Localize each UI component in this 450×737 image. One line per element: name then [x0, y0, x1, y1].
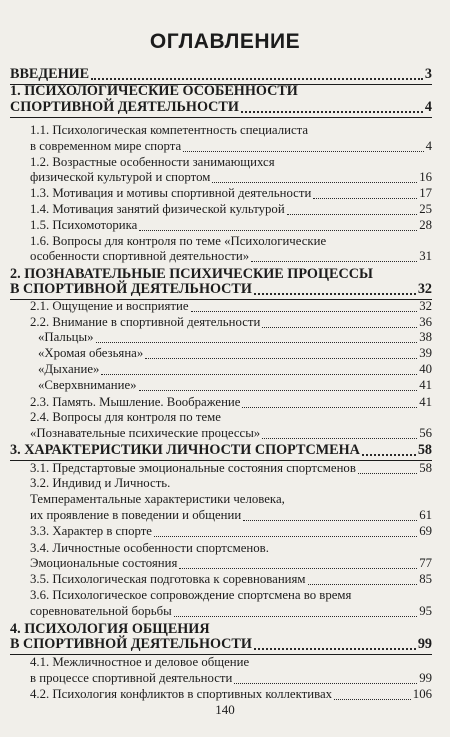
toc-entry-text: 3.4. Личностные особенности спортсменов.	[30, 541, 269, 555]
toc-entry-text: Темпераментальные характеристики человека,	[30, 492, 285, 506]
dot-leader	[179, 568, 417, 569]
toc-entry-text: «Сверхвнимание»	[38, 378, 137, 392]
toc-entry-text: «Познавательные психические процессы»	[30, 426, 261, 440]
toc-page-number: 25	[419, 202, 432, 216]
toc-entry-text: «Дыхание»	[38, 362, 100, 376]
toc-entry-text: соревновательной борьбы	[30, 604, 172, 618]
section-underline	[10, 117, 432, 118]
toc-entry-text: особенности спортивной деятельности»	[30, 249, 250, 263]
toc-entry-text: их проявление в поведении и общении	[30, 508, 242, 522]
toc-page-number: 41	[419, 395, 432, 409]
toc-entry-text: 3.2. Индивид и Личность.	[30, 476, 171, 490]
dot-leader	[254, 293, 416, 295]
dot-leader	[313, 198, 417, 199]
toc-entry-text: СПОРТИВНОЙ ДЕЯТЕЛЬНОСТИ	[10, 99, 239, 115]
toc-entry-text: 1.6. Вопросы для контроля по теме «Психологические	[30, 234, 327, 248]
toc-entry-text: 3.5. Психологическая подготовка к соревнованиям	[30, 572, 306, 586]
toc-entry-text: Эмоциональные состояния	[30, 556, 178, 570]
toc-entry-text: 2.3. Память. Мышление. Воображение	[30, 395, 241, 409]
toc-page-number: 41	[419, 378, 432, 392]
toc-page-number: 28	[419, 218, 432, 232]
toc-entry-text: в современном мире спорта	[30, 139, 182, 153]
dot-leader	[183, 151, 423, 152]
toc-entry-text: 1. ПСИХОЛОГИЧЕСКИЕ ОСОБЕННОСТИ	[10, 83, 298, 99]
dot-leader	[362, 454, 416, 456]
toc-page-number: 85	[419, 572, 432, 586]
toc-entry-text: 1.2. Возрастные особенности занимающихся	[30, 155, 275, 169]
toc-entry-text: ВВЕДЕНИЕ	[10, 66, 90, 82]
toc-page-number: 99	[417, 636, 432, 652]
dot-leader	[262, 438, 417, 439]
toc-entry-text: 2.1. Ощущение и восприятие	[30, 299, 189, 313]
toc-page-number: 77	[419, 556, 432, 570]
toc-page-number: 40	[419, 362, 432, 376]
toc-entry-text: 1.5. Психомоторика	[30, 218, 138, 232]
toc-page-number: 106	[412, 687, 432, 701]
dot-leader	[139, 390, 418, 391]
toc-page-number: 58	[417, 442, 432, 458]
dot-leader	[174, 616, 417, 617]
toc-page-number: 36	[419, 315, 432, 329]
dot-leader	[334, 699, 411, 700]
toc-page-number: 16	[419, 170, 432, 184]
dot-leader	[254, 648, 416, 650]
page-number: 140	[215, 702, 235, 717]
toc-entry-text: 2.2. Внимание в спортивной деятельности	[30, 315, 261, 329]
toc-entry-text: «Хромая обезьяна»	[38, 346, 144, 360]
toc-page-number: 39	[419, 346, 432, 360]
dot-leader	[154, 536, 417, 537]
toc-entry-text: В СПОРТИВНОЙ ДЕЯТЕЛЬНОСТИ	[10, 636, 252, 652]
toc-page-number: 58	[419, 461, 432, 475]
toc-page-number: 4	[425, 139, 432, 153]
dot-leader	[96, 342, 418, 343]
toc-entry-text: в процессе спортивной деятельности	[30, 671, 233, 685]
dot-leader	[91, 78, 423, 80]
dot-leader	[308, 584, 418, 585]
dot-leader	[212, 182, 417, 183]
toc-entry-text: 1.3. Мотивация и мотивы спортивной деятельности	[30, 186, 312, 200]
dot-leader	[241, 111, 423, 113]
toc-page-number: 95	[419, 604, 432, 618]
dot-leader	[287, 214, 418, 215]
toc-entry-text: 1.4. Мотивация занятий физической культурой	[30, 202, 285, 216]
toc-entry-text: 4. ПСИХОЛОГИЯ ОБЩЕНИЯ	[10, 621, 210, 637]
dot-leader	[139, 230, 417, 231]
toc-page-number: 61	[419, 508, 432, 522]
toc-entry-text: 3.1. Предстартовые эмоциональные состояния спортсменов	[30, 461, 356, 475]
toc-entry-text: 4.1. Межличностное и деловое общение	[30, 655, 250, 669]
dot-leader	[243, 520, 417, 521]
toc-entry-text: 3.3. Характер в спорте	[30, 524, 152, 538]
toc-page-number: 32	[417, 281, 432, 297]
toc-entry-text: «Пальцы»	[38, 330, 94, 344]
toc-entry-text: 4.2. Психология конфликтов в спортивных коллективах	[30, 687, 333, 701]
toc-page-number: 38	[419, 330, 432, 344]
dot-leader	[145, 358, 417, 359]
toc-entry-text: 3. ХАРАКТЕРИСТИКИ ЛИЧНОСТИ СПОРТСМЕНА	[10, 442, 360, 458]
toc-entry-text: 1.1. Психологическая компетентность специалиста	[30, 123, 309, 137]
toc-page-number: 4	[424, 99, 432, 115]
dot-leader	[262, 327, 417, 328]
dot-leader	[358, 473, 417, 474]
dot-leader	[234, 683, 417, 684]
toc-page-number: 32	[419, 299, 432, 313]
toc-entry-text: 2.4. Вопросы для контроля по теме	[30, 410, 221, 424]
toc-page-number: 17	[419, 186, 432, 200]
toc-page-number: 31	[419, 249, 432, 263]
toc-entry-text: физической культурой и спортом	[30, 170, 211, 184]
dot-leader	[251, 261, 417, 262]
toc-page-number: 99	[419, 671, 432, 685]
dot-leader	[191, 311, 418, 312]
toc-entry-text: 2. ПОЗНАВАТЕЛЬНЫЕ ПСИХИЧЕСКИЕ ПРОЦЕССЫ	[10, 266, 373, 282]
dot-leader	[242, 407, 417, 408]
page-title: ОГЛАВЛЕНИЕ	[149, 30, 301, 53]
toc-entry-text: В СПОРТИВНОЙ ДЕЯТЕЛЬНОСТИ	[10, 281, 252, 297]
dot-leader	[101, 374, 417, 375]
toc-page-number: 69	[419, 524, 432, 538]
toc-entry-text: 3.6. Психологическое сопровождение спортсмена во время	[30, 588, 352, 602]
toc-page-number: 56	[419, 426, 432, 440]
toc-page-number: 3	[424, 66, 432, 82]
